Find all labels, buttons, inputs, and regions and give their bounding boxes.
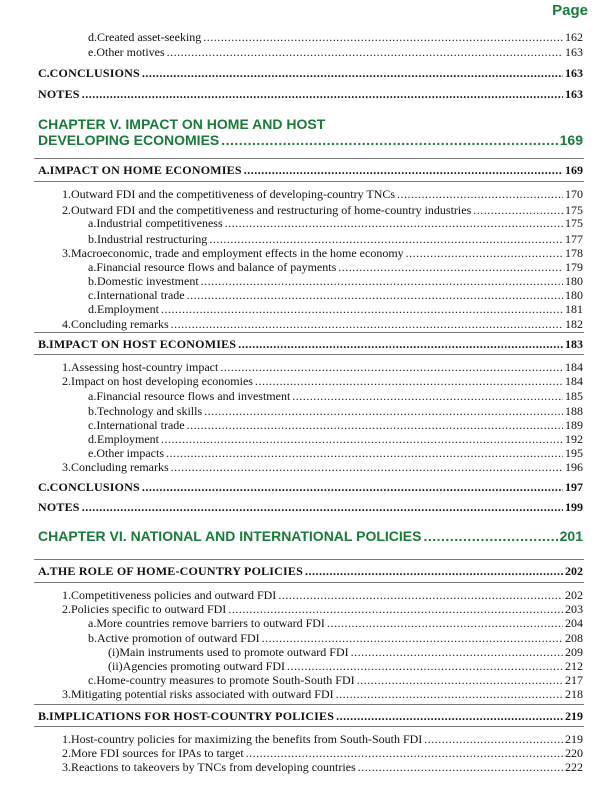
dot-leader — [406, 246, 563, 260]
toc-entry-page: 219 — [565, 709, 583, 723]
toc-entry-page: 169 — [565, 163, 583, 177]
toc-entry-title: DEVELOPING ECONOMIES — [38, 132, 220, 148]
toc-entry-title: Assessing host-country impact — [71, 360, 219, 374]
toc-entry-number: a. — [88, 260, 97, 274]
dot-leader — [209, 232, 563, 246]
toc-entry-page: 177 — [565, 232, 583, 246]
chapter-5-heading — [38, 132, 583, 148]
toc-entry-page: 163 — [565, 66, 583, 80]
toc-entry-title: IMPACT ON HOST ECONOMIES — [49, 337, 237, 351]
toc-entry-number: b. — [88, 274, 97, 288]
toc-section — [38, 163, 583, 177]
toc-entry-page: 220 — [565, 746, 583, 760]
toc-entry-page: 199 — [565, 500, 583, 514]
toc-entry-page: 185 — [565, 389, 583, 403]
toc-entry-title: NOTES — [38, 87, 80, 101]
toc-entry-title: IMPLICATIONS FOR HOST-COUNTRY POLICIES — [49, 709, 335, 723]
dot-leader — [357, 673, 563, 687]
dot-leader — [305, 564, 563, 578]
toc-section — [38, 66, 583, 80]
toc-entry-title: International trade — [96, 288, 185, 302]
dot-leader — [336, 687, 563, 701]
dot-leader — [423, 528, 557, 544]
toc-entry-page: 196 — [565, 460, 583, 474]
toc-entry — [62, 732, 583, 746]
toc-entry-number: 3. — [62, 687, 71, 701]
toc-entry-page: 204 — [565, 616, 583, 630]
toc-entry-page: 182 — [565, 317, 583, 331]
toc-entry-page: 163 — [565, 45, 583, 59]
toc-entry-title: Employment — [97, 432, 159, 446]
toc-entry-number: (ii) — [108, 659, 123, 673]
toc-entry-number: 1. — [62, 732, 71, 746]
toc-entry-number: 1. — [62, 360, 71, 374]
toc-entry-page: 184 — [565, 360, 583, 374]
toc-entry-number: (i) — [108, 645, 120, 659]
toc-entry-title: More countries remove barriers to outward FDI — [96, 616, 325, 630]
toc-entry-title: Employment — [97, 302, 159, 316]
toc-entry-title: IMPACT ON HOME ECONOMIES — [49, 163, 242, 177]
toc-entry-title: Policies specific to outward FDI — [71, 602, 227, 616]
toc-entry-number: b. — [88, 232, 97, 246]
dot-leader — [246, 746, 563, 760]
dot-leader — [278, 588, 563, 602]
toc-entry — [62, 317, 583, 331]
toc-entry-number: c. — [88, 673, 97, 687]
toc-entry-page: 184 — [565, 374, 583, 388]
toc-entry — [88, 288, 583, 302]
toc-entry-title: Main instruments used to promote outward FDI — [119, 645, 349, 659]
toc-entry-title: Financial resource flows and investment — [96, 389, 291, 403]
toc-entry-title: Concluding remarks — [71, 460, 169, 474]
chapter-5-title-line1: CHAPTER V. IMPACT ON HOME AND HOST — [38, 116, 326, 132]
toc-entry-title: NOTES — [38, 500, 80, 514]
toc-entry-title: International trade — [96, 418, 185, 432]
toc-entry-title: Competitiveness policies and outward FDI — [71, 588, 277, 602]
toc-entry-page: 201 — [559, 528, 583, 544]
toc-entry-number: 2. — [62, 746, 71, 760]
dot-leader — [255, 374, 563, 388]
dot-leader — [142, 480, 563, 494]
section-divider — [34, 332, 584, 333]
toc-entry — [62, 746, 583, 760]
toc-entry — [88, 260, 583, 274]
toc-entry-page: 202 — [565, 588, 583, 602]
toc-section — [38, 709, 583, 723]
toc-section — [38, 564, 583, 578]
dot-leader — [238, 337, 563, 351]
toc-entry-page: 218 — [565, 687, 583, 701]
toc-entry — [108, 659, 583, 673]
dot-leader — [167, 45, 563, 59]
toc-entry — [62, 760, 583, 774]
toc-entry-number: 2. — [62, 602, 71, 616]
toc-entry-page: 217 — [565, 673, 583, 687]
toc-entry-number: B. — [38, 337, 50, 351]
toc-entry-page: 219 — [565, 732, 583, 746]
dot-leader — [473, 203, 563, 217]
toc-entry-page: 192 — [565, 432, 583, 446]
toc-entry — [62, 588, 583, 602]
toc-entry-title: Concluding remarks — [71, 317, 169, 331]
toc-entry-title: CONCLUSIONS — [49, 66, 140, 80]
toc-entry — [88, 302, 583, 316]
toc-entry — [88, 673, 583, 687]
toc-entry-number: b. — [88, 631, 97, 645]
toc-entry-number: 1. — [62, 588, 71, 602]
toc-entry — [88, 45, 583, 59]
toc-entry — [88, 432, 583, 446]
toc-entry-number: 2. — [62, 374, 71, 388]
toc-entry-page: 169 — [559, 132, 583, 148]
toc-entry — [62, 602, 583, 616]
toc-entry — [88, 216, 583, 230]
toc-entry-title: Host-country policies for maximizing the benefits from South-South FDI — [71, 732, 423, 746]
toc-section — [38, 87, 583, 101]
toc-entry-title: Home-country measures to promote South-South FDI — [96, 673, 355, 687]
toc-entry-page: 180 — [565, 288, 583, 302]
toc-entry — [62, 246, 583, 260]
toc-entry-page: 178 — [565, 246, 583, 260]
dot-leader — [171, 317, 563, 331]
toc-entry-page: 179 — [565, 260, 583, 274]
toc-entry-page: 183 — [565, 337, 583, 351]
dot-leader — [161, 302, 563, 316]
section-divider — [34, 354, 584, 355]
toc-entry-title: Outward FDI and the competitiveness of developing-country TNCs — [71, 187, 396, 201]
toc-entry-number: d. — [88, 30, 97, 44]
toc-entry — [88, 418, 583, 432]
toc-entry — [62, 687, 583, 701]
toc-entry-number: A. — [38, 564, 50, 578]
toc-entry-page: 203 — [565, 602, 583, 616]
toc-section — [38, 500, 583, 514]
dot-leader — [424, 732, 563, 746]
toc-entry-number: A. — [38, 163, 50, 177]
dot-leader — [161, 432, 563, 446]
toc-entry-number: a. — [88, 216, 97, 230]
toc-entry-page: 195 — [565, 446, 583, 460]
dot-leader — [358, 760, 563, 774]
toc-entry-page: 202 — [565, 564, 583, 578]
toc-entry-title: Other impacts — [96, 446, 164, 460]
dot-leader — [221, 132, 557, 148]
toc-entry-page: 209 — [565, 645, 583, 659]
toc-entry-number: e. — [88, 446, 97, 460]
toc-entry-page: 181 — [565, 302, 583, 316]
toc-entry-number: d. — [88, 432, 97, 446]
dot-leader — [292, 389, 563, 403]
toc-entry-page: 163 — [565, 87, 583, 101]
toc-entry-page: 180 — [565, 274, 583, 288]
dot-leader — [187, 288, 563, 302]
toc-entry-title: Other motives — [96, 45, 165, 59]
toc-entry-page: 197 — [565, 480, 583, 494]
toc-entry — [88, 446, 583, 460]
dot-leader — [338, 260, 563, 274]
toc-entry-title: THE ROLE OF HOME-COUNTRY POLICIES — [49, 564, 303, 578]
toc-entry — [88, 616, 583, 630]
toc-entry-title: Industrial restructuring — [97, 232, 208, 246]
toc-entry-title: Technology and skills — [97, 404, 203, 418]
section-divider — [34, 726, 584, 727]
dot-leader — [397, 187, 563, 201]
toc-entry-number: b. — [88, 404, 97, 418]
toc-entry — [108, 645, 583, 659]
toc-entry-title: Outward FDI and the competitiveness and restructuring of home-country industries — [71, 203, 472, 217]
toc-entry-number: c. — [88, 288, 97, 302]
toc-entry-number: a. — [88, 389, 97, 403]
toc-entry — [62, 360, 583, 374]
section-divider — [34, 704, 584, 705]
toc-entry-title: Industrial competitiveness — [96, 216, 223, 230]
toc-entry — [62, 203, 583, 217]
toc-entry-title: Mitigating potential risks associated with outward FDI — [71, 687, 334, 701]
toc-entry — [88, 232, 583, 246]
section-divider — [34, 158, 584, 159]
toc-entry — [88, 274, 583, 288]
dot-leader — [82, 87, 563, 101]
toc-entry-page: 162 — [565, 30, 583, 44]
toc-entry-page: 189 — [565, 418, 583, 432]
dot-leader — [244, 163, 563, 177]
dot-leader — [171, 460, 563, 474]
toc-entry-page: 208 — [565, 631, 583, 645]
toc-section — [38, 480, 583, 494]
toc-entry — [88, 30, 583, 44]
toc-entry-title: CONCLUSIONS — [49, 480, 140, 494]
toc-entry-number: 1. — [62, 187, 71, 201]
dot-leader — [187, 418, 563, 432]
toc-entry-page: 175 — [565, 216, 583, 230]
dot-leader — [166, 446, 563, 460]
dot-leader — [204, 404, 563, 418]
dot-leader — [225, 216, 563, 230]
dot-leader — [351, 645, 563, 659]
toc-entry-title: Created asset-seeking — [97, 30, 202, 44]
toc-entry-page: 170 — [565, 187, 583, 201]
toc-entry-number: 3. — [62, 760, 71, 774]
toc-entry-number: 4. — [62, 317, 71, 331]
toc-entry-number: B. — [38, 709, 50, 723]
toc-entry-title: Financial resource flows and balance of payments — [96, 260, 337, 274]
toc-entry-title: Domestic investment — [97, 274, 199, 288]
toc-entry — [88, 631, 583, 645]
toc-entry-number: 3. — [62, 460, 71, 474]
toc-entry-title: Reactions to takeovers by TNCs from developing countries — [71, 760, 356, 774]
toc-entry-number: C. — [38, 66, 50, 80]
dot-leader — [228, 602, 563, 616]
dot-leader — [336, 709, 563, 723]
toc-entry — [62, 187, 583, 201]
toc-entry-title: CHAPTER VI. NATIONAL AND INTERNATIONAL POLICIES — [38, 528, 422, 544]
toc-entry-number: c. — [88, 418, 97, 432]
dot-leader — [327, 616, 563, 630]
dot-leader — [220, 360, 563, 374]
dot-leader — [82, 500, 563, 514]
toc-entry — [88, 389, 583, 403]
toc-entry-page: 212 — [565, 659, 583, 673]
section-divider — [34, 582, 584, 583]
toc-entry-title: Active promotion of outward FDI — [97, 631, 260, 645]
toc-entry-page: 188 — [565, 404, 583, 418]
toc-entry-title: More FDI sources for IPAs to target — [71, 746, 244, 760]
toc-entry — [62, 374, 583, 388]
toc-entry-number: d. — [88, 302, 97, 316]
toc-entry — [88, 404, 583, 418]
chapter-6-heading — [38, 528, 583, 544]
toc-entry-number: C. — [38, 480, 50, 494]
dot-leader — [201, 274, 563, 288]
toc-entry-number: e. — [88, 45, 97, 59]
toc-entry-title: Impact on host developing economies — [71, 374, 253, 388]
section-divider — [34, 181, 584, 182]
dot-leader — [142, 66, 563, 80]
toc-section — [38, 337, 583, 351]
toc-entry-number: a. — [88, 616, 97, 630]
toc-entry-number: 2. — [62, 203, 71, 217]
section-divider — [34, 559, 584, 560]
dot-leader — [203, 30, 563, 44]
dot-leader — [262, 631, 563, 645]
toc-entry-title: Macroeconomic, trade and employment effects in the home economy — [71, 246, 404, 260]
dot-leader — [287, 659, 563, 673]
toc-entry-title: Agencies promoting outward FDI — [122, 659, 285, 673]
toc-entry-page: 175 — [565, 203, 583, 217]
toc-entry-page: 222 — [565, 760, 583, 774]
page-column-label: Page — [552, 2, 588, 19]
toc-entry — [62, 460, 583, 474]
toc-entry-number: 3. — [62, 246, 71, 260]
